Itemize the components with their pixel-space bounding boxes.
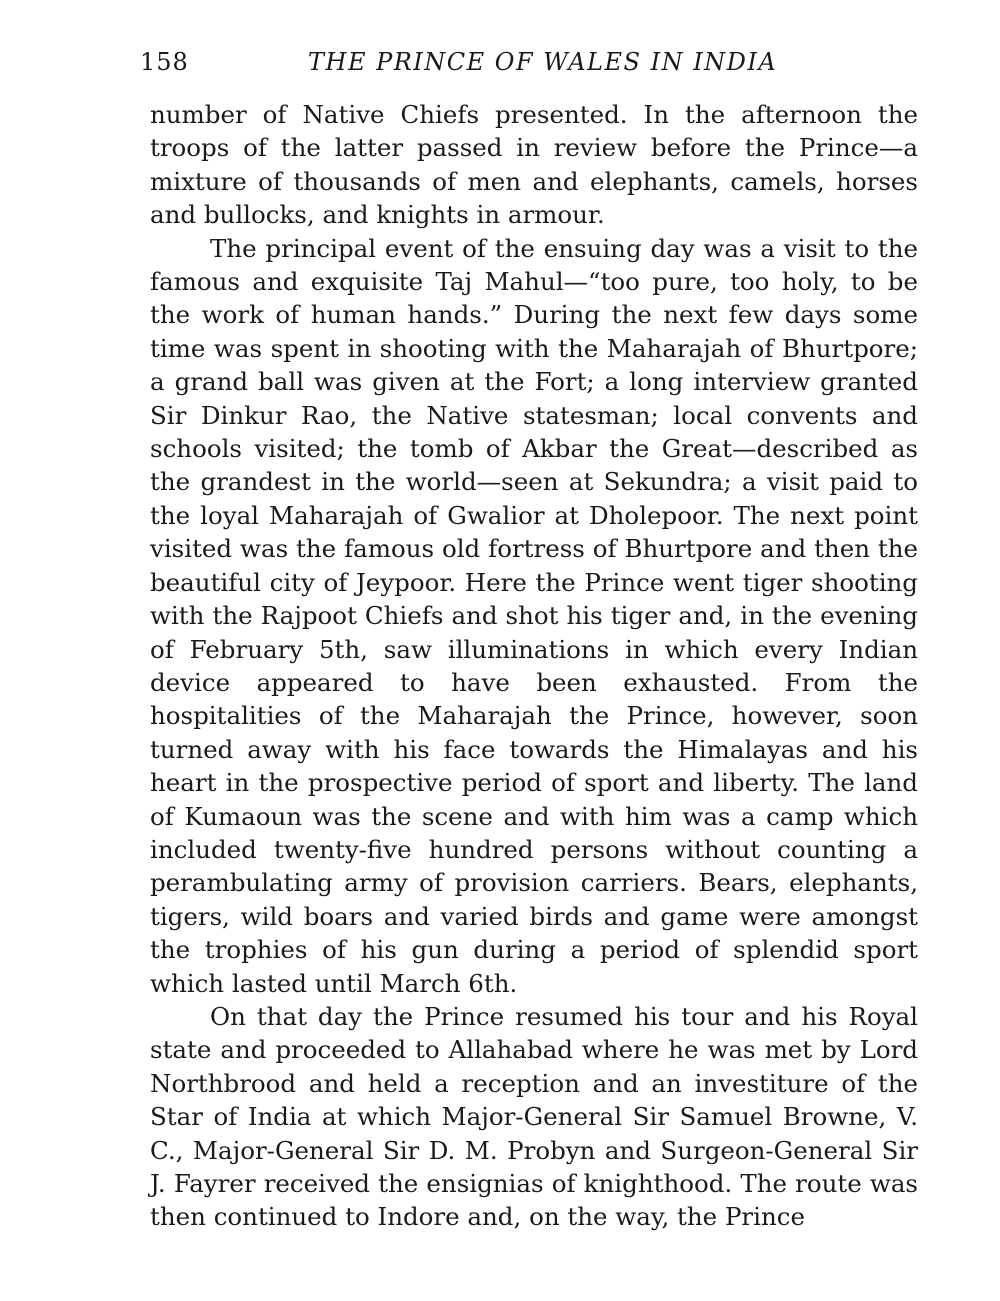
page-header — [138, 44, 928, 80]
paragraph: The principal event of the ensuing day was a visit to the famous and exquisite Taj Mahul—“too pure, too holy, to be the work of human hands.” During the next few days some time was spent in shooting with the Maharajah of Bhurtpore; a grand ball was given at the Fort; a long interview granted Sir Dinkur Rao, the Native statesman; local convents and schools visited; the tomb of Akbar the Great—described as the grandest in the world—seen at Sekundra; a visit paid to the loyal Maharajah of Gwalior at Dholepoor. The next point visited was the famous old fortress of Bhurtpore and then the beautiful city of Jeypoor. Here the Prince went tiger shooting with the Rajpoot Chiefs and shot his tiger and, in the evening of February 5th, saw illuminations in which every Indian device appeared to have been exhausted. From the hospitalities of the Maharajah the Prince, however, soon turned away with his face towards the Himalayas and his heart in the prospective period of sport and liberty. The land of Kumaoun was the scene and with him was a camp which included twenty-five hundred persons without counting a perambulating army of provision carriers. Bears, elephants, tigers, wild boars and varied birds and game were amongst the trophies of his gun during a period of splendid sport which lasted until March 6th. — [150, 233, 918, 998]
body-text — [150, 98, 918, 1234]
page-number: 158 — [140, 48, 189, 76]
paragraph: On that day the Prince resumed his tour and his Royal state and proceeded to Allahabad where he was met by Lord Northbrood and held a reception and an investiture of the Star of India at which Major-General Sir Samuel Browne, V. C., Major-General Sir D. M. Probyn and Surgeon-General Sir J. Fayrer received the ensignias of knighthood. The route was then continued to Indore and, on the way, the Prince — [150, 1001, 918, 1232]
running-title: THE PRINCE OF WALES IN INDIA — [308, 48, 778, 76]
paragraph: number of Native Chiefs presented. In the afternoon the troops of the latter passed in review before the Prince—a mixture of thousands of men and elephants, camels, horses and bullocks, and knights in armour. — [150, 100, 918, 230]
